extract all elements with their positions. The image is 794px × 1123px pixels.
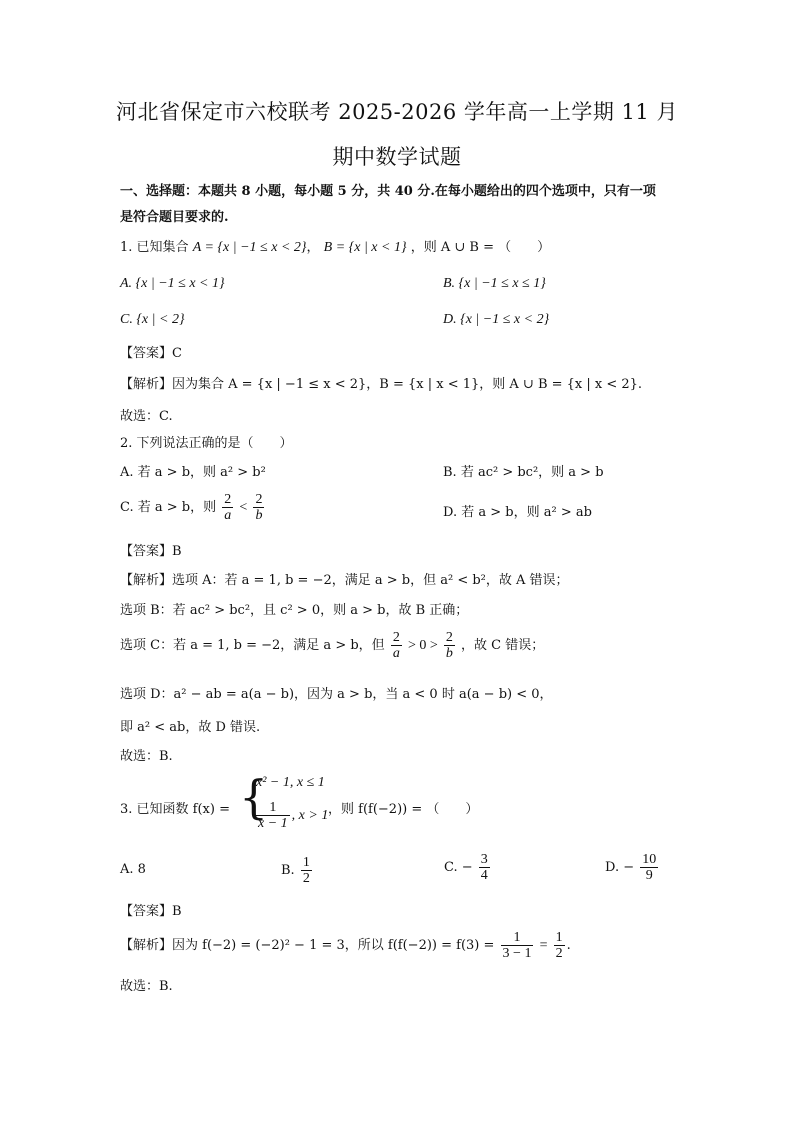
section-intro-1: 一、选择题：本题共 8 小题，每小题 5 分，共 40 分.在每小题给出的四个选项中，只有一项 [120, 184, 656, 199]
q2-analysis-d2: 即 a² < ab，故 D 错误. [120, 720, 261, 735]
fraction: $\frac{3}{4}$ [480, 852, 488, 883]
q2-option-d: D. 若 a > b，则 a² > ab [443, 505, 592, 520]
q3-option-d: D. − $\frac{10}{9}$ [605, 852, 657, 883]
piecewise-brace: { [239, 770, 269, 824]
q3-conclusion: 故选：B. [120, 979, 173, 994]
q3-piece-2: $\frac{1}{x - 1}$ , x > 1 [258, 800, 329, 831]
fraction: $\frac{1}{2}$ [555, 930, 563, 961]
fraction: $\frac{1}{3 - 1}$ [502, 930, 532, 961]
fraction: $\frac{2}{b}$ [255, 492, 263, 523]
q3-option-a: A. 8 [120, 862, 146, 877]
q3-stem-prefix: 3. 已知函数 f(x) = [120, 802, 230, 817]
fraction: $\frac{2}{a}$ [392, 630, 400, 661]
q1-analysis: 【解析】因为集合 A = {x | −1 ≤ x < 2}，B = {x | x < 1}，则 A ∪ B = {x | x < 2}. [120, 377, 643, 392]
q1-option-b: B. {x | −1 ≤ x ≤ 1} [443, 276, 546, 291]
q1-option-a: A. {x | −1 ≤ x < 1} [120, 276, 225, 291]
q2-option-a: A. 若 a > b，则 a² > b² [120, 465, 266, 480]
q3-ask: ，则 f(f(−2)) = （ ） [328, 802, 479, 817]
q3-answer: 【答案】B [120, 904, 182, 919]
q2-answer: 【答案】B [120, 544, 182, 559]
q1-answer: 【答案】C [120, 346, 182, 361]
fraction: $\frac{2}{b}$ [445, 630, 453, 661]
q2-option-c: C. 若 a > b，则 $\frac{2}{a}$ < $\frac{2}{b}$ [120, 492, 263, 523]
q3-piece-1: x² − 1, x ≤ 1 [256, 775, 325, 790]
q2-analysis-c: 选项 C：若 a = 1, b = −2，满足 a > b，但 $\frac{2}{a}$ > 0 > $\frac{2}{b}$ ，故 C 错误； [120, 630, 545, 661]
q2-analysis-d: 选项 D：a² − ab = a(a − b)，因为 a > b，当 a < 0 时 a(a − b) < 0， [120, 687, 553, 702]
q1-set-a: A = {x | −1 ≤ x < 2} [192, 240, 307, 255]
fraction: $\frac{10}{9}$ [642, 852, 657, 883]
page-title: 河北省保定市六校联考 2025-2026 学年高一上学期 11 月 [116, 100, 678, 124]
section-intro-2: 是符合题目要求的. [120, 210, 229, 225]
q3-option-b: B. $\frac{1}{2}$ [281, 855, 310, 886]
q3-option-c: C. − $\frac{3}{4}$ [444, 852, 488, 883]
page-subtitle: 期中数学试题 [332, 145, 462, 169]
fraction: $\frac{1}{x - 1}$ [258, 800, 288, 831]
q1-option-c: C. {x | < 2} [120, 312, 185, 327]
q2-conclusion: 故选：B. [120, 749, 173, 764]
fraction: $\frac{2}{a}$ [224, 492, 232, 523]
q2-analysis-b: 选项 B：若 ac² > bc²，且 c² > 0，则 a > b，故 B 正确； [120, 603, 469, 618]
q2-option-b: B. 若 ac² > bc²，则 a > b [443, 465, 604, 480]
q2-analysis-a: 【解析】选项 A：若 a = 1, b = −2，满足 a > b，但 a² < b²，故 A 错误； [120, 573, 569, 588]
q1-conclusion: 故选：C. [120, 409, 173, 424]
q1-option-d: D. {x | −1 ≤ x < 2} [443, 312, 550, 327]
q3-analysis: 【解析】因为 f(−2) = (−2)² − 1 = 3，所以 f(f(−2)) = f(3) = $\frac{1}{3 - 1}$ = $\frac{1}{2}$ . [120, 930, 571, 961]
q2-stem: 2. 下列说法正确的是（ ） [120, 436, 293, 451]
q1-set-b: B = {x | x < 1} [323, 240, 407, 255]
q1-stem: 1. 已知集合 A = {x | −1 ≤ x < 2}， B = {x | x < 1} ，则 A ∪ B = （ ） [120, 240, 551, 255]
fraction: $\frac{1}{2}$ [302, 855, 310, 886]
